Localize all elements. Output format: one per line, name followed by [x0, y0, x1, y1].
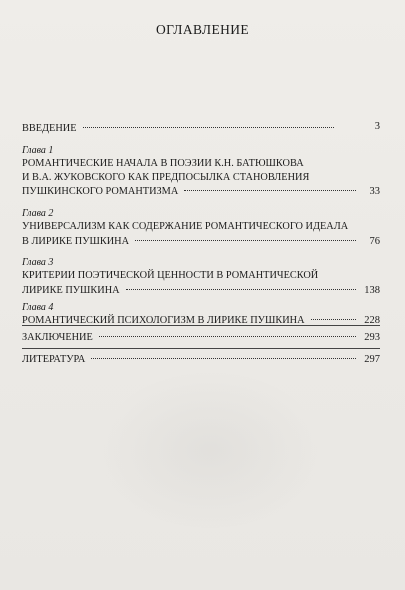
chapter-3-line-2: ЛИРИКЕ ПУШКИНА — [22, 285, 120, 296]
leader-dots — [99, 336, 356, 337]
toc-text-intro: ВВЕДЕНИЕ — [22, 123, 77, 134]
chapter-2-line-1: УНИВЕРСАЛИЗМ КАК СОДЕРЖАНИЕ РОМАНТИЧЕСКОГО ИДЕАЛА — [22, 221, 349, 232]
leader-dots — [311, 319, 356, 320]
chapter-3-page: 138 — [364, 285, 380, 296]
toc-entry-chapter-1 — [22, 144, 380, 199]
toc-page-conclusion: 293 — [364, 332, 380, 343]
leader-dots — [135, 240, 356, 241]
toc-entry-chapter-4 — [22, 301, 380, 328]
bleed-through-shadow — [95, 370, 325, 530]
separator-line — [22, 348, 380, 349]
toc-entry-chapter-3 — [22, 256, 380, 298]
chapter-2-line-2: В ЛИРИКЕ ПУШКИНА — [22, 236, 130, 247]
toc-entry-intro — [22, 122, 380, 136]
toc-entry-conclusion — [22, 331, 380, 345]
chapter-1-label: Глава 1 — [22, 145, 54, 156]
chapter-2-label: Глава 2 — [22, 208, 54, 219]
chapter-2-page: 76 — [369, 236, 380, 247]
chapter-3-line-1: КРИТЕРИИ ПОЭТИЧЕСКОЙ ЦЕННОСТИ В РОМАНТИЧЕСКОЙ — [22, 270, 319, 281]
chapter-3-label: Глава 3 — [22, 257, 54, 268]
chapter-1-line-3: ПУШКИНСКОГО РОМАНТИЗМА — [22, 186, 179, 197]
chapter-1-page: 33 — [369, 186, 380, 197]
leader-dots — [184, 190, 356, 191]
chapter-4-line-1: РОМАНТИЧЕСКИЙ ПСИХОЛОГИЗМ В ЛИРИКЕ ПУШКИНА — [22, 315, 305, 326]
toc-text-conclusion: ЗАКЛЮЧЕНИЕ — [22, 332, 93, 343]
leader-dots — [83, 127, 334, 128]
chapter-4-page: 228 — [364, 315, 380, 326]
chapter-4-label: Глава 4 — [22, 302, 54, 313]
toc-entry-literature — [22, 353, 380, 367]
leader-dots — [91, 358, 356, 359]
leader-dots — [126, 289, 356, 290]
page-title: ОГЛАВЛЕНИЕ — [155, 22, 250, 37]
toc-page-intro: 3 — [374, 121, 380, 132]
chapter-1-line-2: И В.А. ЖУКОВСКОГО КАК ПРЕДПОСЫЛКА СТАНОВЛЕНИЯ — [22, 172, 310, 183]
separator-line — [22, 325, 380, 326]
chapter-1-line-1: РОМАНТИЧЕСКИЕ НАЧАЛА В ПОЭЗИИ К.Н. БАТЮШКОВА — [22, 158, 304, 169]
toc-page-literature: 297 — [364, 354, 380, 365]
toc-entry-chapter-2 — [22, 207, 380, 249]
toc-text-literature: ЛИТЕРАТУРА — [22, 354, 86, 365]
